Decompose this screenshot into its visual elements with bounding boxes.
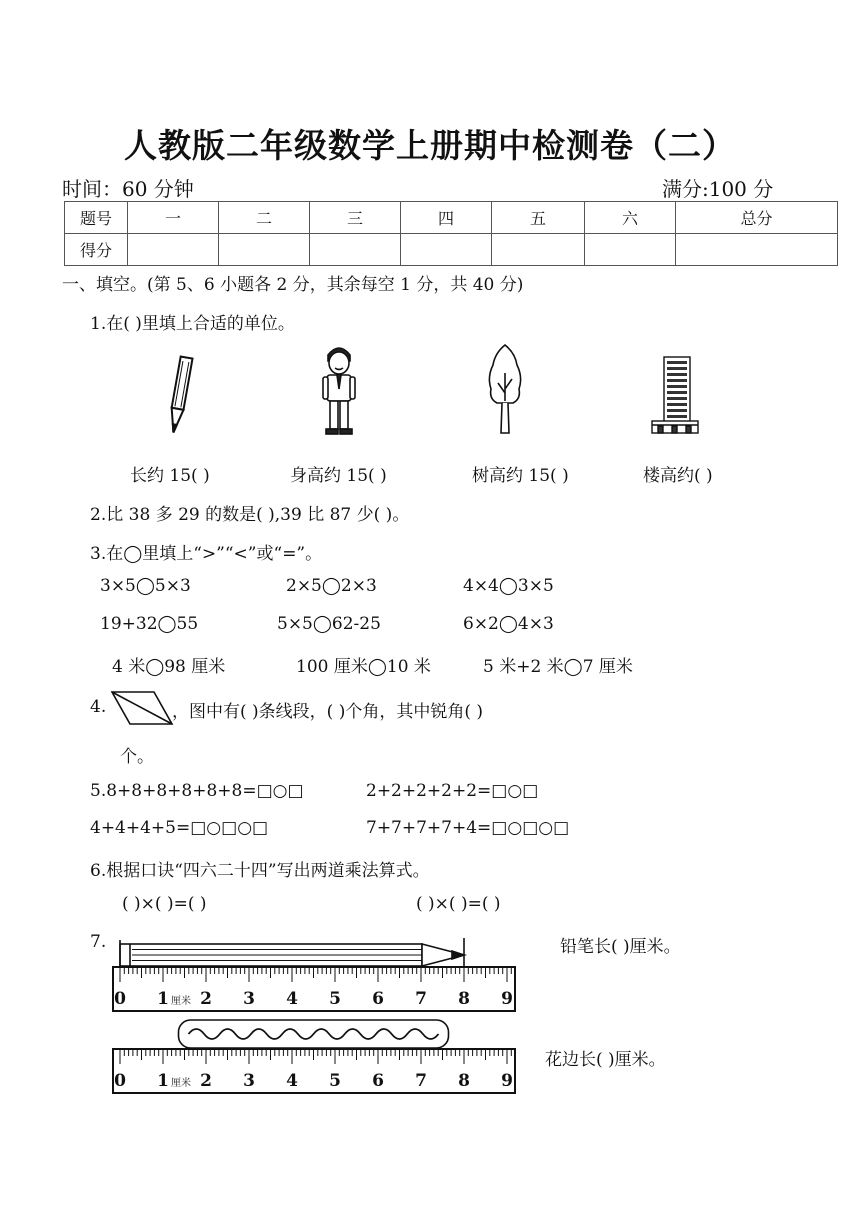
lace-wave [189, 1029, 439, 1039]
section1-heading: 一、填空。(第 5、6 小题各 2 分，其余每空 1 分，共 40 分) [62, 275, 524, 295]
q3-expression: 3×5◯5×3 [100, 576, 191, 596]
full-score-label: 满分:100 分 [662, 177, 774, 201]
ruler-tick-label: 2 [200, 989, 212, 1009]
q5-expression: 4+4+4+5=□○□○□ [90, 818, 269, 838]
pencil-lead [452, 951, 464, 959]
q1-item-building-label: 楼高约( ) [643, 466, 713, 486]
ruler-unit-label: 厘米 [171, 996, 191, 1007]
score-header-cell: 一 [128, 202, 219, 234]
ruler-1 [112, 966, 516, 1012]
ruler-tick-label: 4 [286, 1071, 298, 1091]
ruler-tick-label: 3 [243, 989, 255, 1009]
q3-expression: 6×2◯4×3 [463, 614, 554, 634]
q3-expression: 19+32◯55 [100, 614, 199, 634]
ruler-tick-label: 6 [372, 989, 384, 1009]
q5-expression: 7+7+7+7+4=□○□○□ [366, 818, 570, 838]
ruler-tick-label: 4 [286, 989, 298, 1009]
q5-expression: 2+2+2+2+2=□○□ [366, 781, 539, 801]
ruler-tick-label: 5 [329, 989, 341, 1009]
q3-expression: 100 厘米◯10 米 [296, 657, 431, 677]
q3-expression: 5×5◯62-25 [277, 614, 381, 634]
q3-expression: 4×4◯3×5 [463, 576, 554, 596]
ruler-tick-label: 5 [329, 1071, 341, 1091]
q7-pencil-question: 铅笔长( )厘米。 [560, 937, 681, 957]
score-header-cell: 题号 [65, 202, 128, 234]
q3-text: 3.在◯里填上“>”“<”或“=”。 [90, 544, 323, 564]
page-title: 人教版二年级数学上册期中检测卷（二） [124, 126, 736, 165]
ruler-tick-label: 9 [501, 989, 513, 1009]
q3-expression: 5 米+2 米◯7 厘米 [483, 657, 633, 677]
q4-text: ，图中有( )条线段，( )个角，其中锐角( ) [172, 702, 484, 722]
q7-lace-question: 花边长( )厘米。 [545, 1050, 666, 1070]
score-row-label: 得分 [65, 234, 128, 266]
q1-item-pencil-label: 长约 15( ) [130, 466, 210, 486]
ruler-tick-label: 0 [114, 989, 126, 1009]
ruler-tick-label: 3 [243, 1071, 255, 1091]
q4-number: 4. [90, 697, 107, 717]
q3-expression: 2×5◯2×3 [286, 576, 377, 596]
ruler-tick-label: 0 [114, 1071, 126, 1091]
ruler-2 [112, 1048, 516, 1094]
q1-item-height-label: 身高约 15( ) [290, 466, 387, 486]
q6-equation-2: ( )×( )=( ) [416, 894, 501, 914]
score-header-cell: 二 [219, 202, 310, 234]
ruler-tick-label: 6 [372, 1071, 384, 1091]
q5-expression: 5.8+8+8+8+8+8=□○□ [90, 781, 304, 801]
score-header-cell: 总分 [676, 202, 838, 234]
q1-text: 1.在( )里填上合适的单位。 [90, 314, 295, 334]
q2-text: 2.比 38 多 29 的数是( ),39 比 87 少( )。 [90, 505, 410, 525]
ruler-tick-label: 1 [157, 1071, 169, 1091]
score-header-cell: 六 [585, 202, 676, 234]
ruler-tick-label: 8 [458, 989, 470, 1009]
ruler-tick-label: 8 [458, 1071, 470, 1091]
q6-text: 6.根据口诀“四六二十四”写出两道乘法算式。 [90, 861, 430, 881]
q4-tail: 个。 [120, 747, 154, 767]
score-header-cell: 五 [492, 202, 585, 234]
q6-equation-1: ( )×( )=( ) [122, 894, 207, 914]
q3-expression: 4 米◯98 厘米 [112, 657, 226, 677]
score-header-cell: 三 [310, 202, 401, 234]
ruler-tick-label: 7 [415, 989, 427, 1009]
q1-item-tree-label: 树高约 15( ) [472, 466, 569, 486]
ruler-unit-label: 厘米 [171, 1078, 191, 1089]
ruler-tick-label: 2 [200, 1071, 212, 1091]
ruler-tick-label: 9 [501, 1071, 513, 1091]
ruler-tick-label: 7 [415, 1071, 427, 1091]
time-label: 时间：60 分钟 [62, 177, 194, 201]
ruler-tick-label: 1 [157, 989, 169, 1009]
q7-number: 7. [90, 932, 107, 952]
score-header-cell: 四 [401, 202, 492, 234]
